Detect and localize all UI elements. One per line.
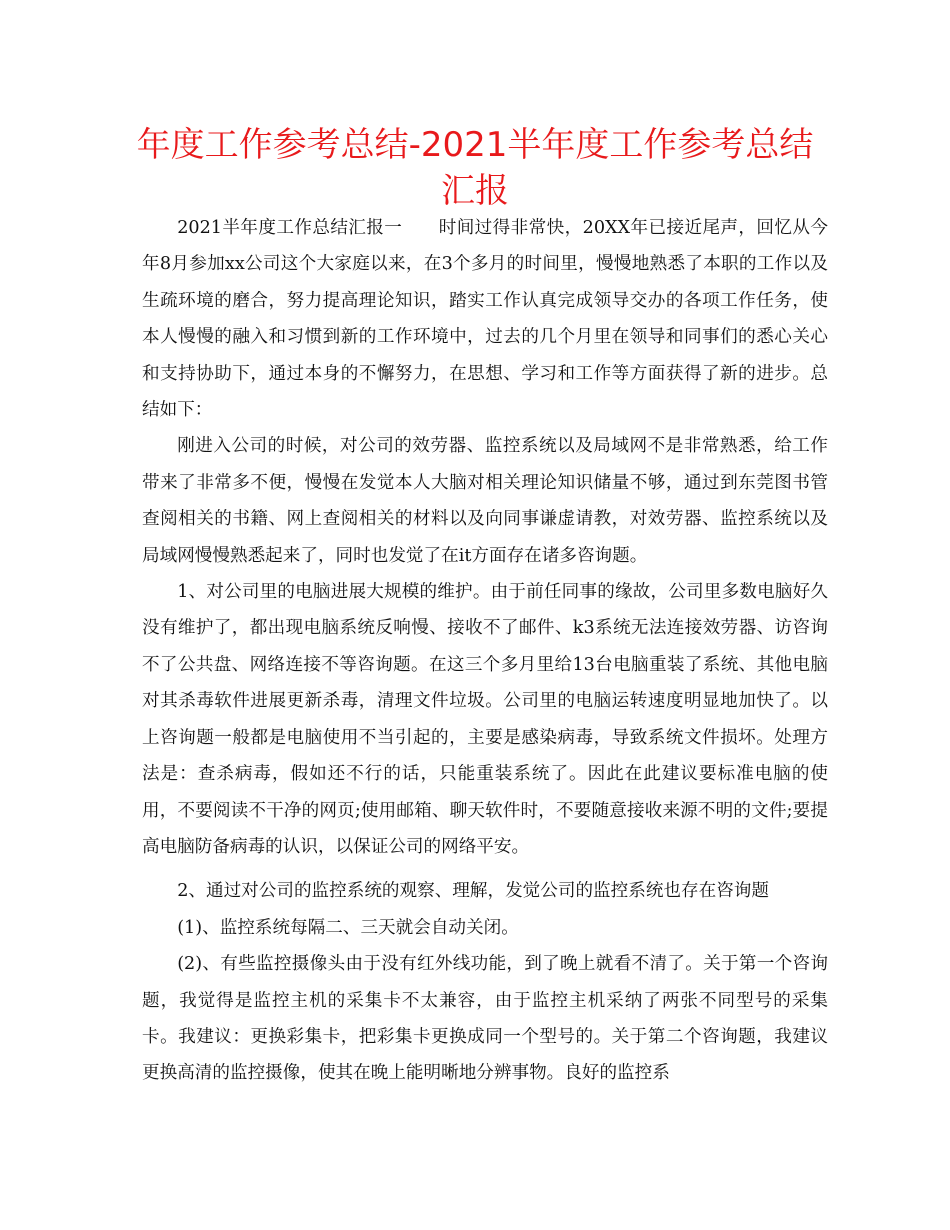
paragraph-text: 时间过得非常快，20XX年已接近尾声，回忆从今年8月参加xx公司这个大家庭以来，在3个多月的时间里，慢慢地熟悉了本职的工作以及生疏环境的磨合，努力提高理论知识，踏实工作认真完成领导交办的各项工作任务，使本人慢慢的融入和习惯到新的工作环境中，过去的几个月里在领导和同事们的悉心关心和支持协助下，通过本身的不懈努力，在思想、学习和工作等方面获得了新的进步。总结如下： xyxy=(142,218,828,421)
paragraph: 1、对公司里的电脑进展大规模的维护。由于前任同事的缘故，公司里多数电脑好久没有维护了，都出现电脑系统反响慢、接收不了邮件、k3系统无法连接效劳器、访咨询不了公共盘、网络连接不等咨询题。在这三个多月里给13台电脑重装了系统、其他电脑对其杀毒软件进展更新杀毒，清理文件垃圾。公司里的电脑运转速度明显地加快了。以上咨询题一般都是电脑使用不当引起的，主要是感染病毒，导致系统文件损坏。处理方法是：查杀病毒，假如还不行的话，只能重装系统了。因此在此建议要标准电脑的使用，不要阅读不干净的网页;使用邮箱、聊天软件时，不要随意接收来源不明的文件;要提高电脑防备病毒的认识，以保证公司的网络平安。 xyxy=(142,582,828,857)
paragraph: 2、通过对公司的监控系统的观察、理解，发觉公司的监控系统也存在咨询题 xyxy=(177,881,769,902)
intro-heading: 2021半年度工作总结汇报一 xyxy=(177,218,403,238)
document-body xyxy=(142,210,828,1092)
document-title: 年度工作参考总结-2021半年度工作参考总结汇报 xyxy=(136,125,814,211)
paragraph: (2)、有些监控摄像头由于没有红外线功能，到了晚上就看不清了。关于第一个咨询题，我觉得是监控主机的采集卡不太兼容，由于监控主机采纳了两张不同型号的采集卡。我建议：更换彩集卡，把彩集卡更换成同一个型号的。关于第二个咨询题，我建议更换高清的监控摄像，使其在晚上能明晰地分辨事物。良好的监控系 xyxy=(142,954,828,1084)
paragraph-intro xyxy=(142,210,828,428)
paragraph: (1)、监控系统每隔二、三天就会自动关闭。 xyxy=(177,917,519,938)
paragraph: 刚进入公司的时候，对公司的效劳器、监控系统以及局域网不是非常熟悉，给工作带来了非常多不便，慢慢在发觉本人大脑对相关理论知识储量不够，通过到东莞图书管查阅相关的书籍、网上查阅相关的材料以及向同事谦虚请教，对效劳器、监控系统以及局域网慢慢熟悉起来了，同时也发觉了在it方面存在诸多咨询题。 xyxy=(142,436,828,566)
